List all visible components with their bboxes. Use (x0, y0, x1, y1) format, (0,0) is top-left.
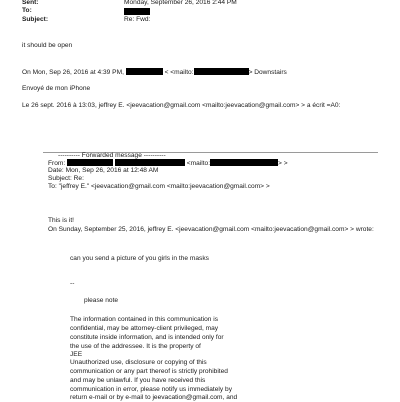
downstairs-text: > Downstairs (248, 69, 287, 76)
please-note: please note (84, 297, 119, 304)
to-label: To: (22, 7, 32, 14)
redaction-block (126, 68, 163, 75)
disclaimer-line: communication or any part thereof is strictly prohibited (70, 368, 228, 375)
fwd-subject: Subject: Re: (48, 175, 84, 182)
fwd-mailto-close: > > (278, 160, 288, 167)
sent-value: Monday, September 26, 2016 2:44 PM (124, 0, 237, 6)
disclaimer-line: constitute inside information, and is intended only for (70, 334, 224, 341)
quote-header-french: Le 26 sept. 2016 à 13:03, jeffrey E. <jeevacation@gmail.com <mailto:jeevacation@gmail.com> > a écrit =A0: (22, 102, 341, 109)
redaction-block (194, 68, 249, 75)
disclaimer-line: confidential, may be attorney-client privileged, may (70, 325, 219, 332)
disclaimer-line: communication in error, please notify us immediately by (70, 386, 232, 393)
fwd-date: Date: Mon, Sep 26, 2016 at 12:48 AM (48, 167, 159, 174)
disclaimer-line: return e-mail or by e-mail to jeevacation@gmail.com, and (70, 394, 238, 401)
fwd-to: To: "jeffrey E." <jeevacation@gmail.com <mailto:jeevacation@gmail.com> > (48, 183, 270, 190)
fwd-from-label: From: (48, 160, 66, 167)
signature-line: Envoyé de mon iPhone (22, 85, 91, 92)
disclaimer-line: The information contained in this communication is (70, 316, 219, 323)
sent-label: Sent: (22, 0, 39, 6)
fwd-mailto-open: <mailto: (186, 160, 211, 167)
quote-header-line (22, 68, 287, 77)
signature-dashes: -- (70, 280, 75, 287)
subject-value: Re: Fwd: (124, 16, 151, 23)
redaction-block (67, 159, 113, 166)
subject-label: Subject: (22, 16, 49, 23)
quote-header-sunday: On Sunday, September 25, 2016, jeffrey E. <jeevacation@gmail.com <mailto:jeevacation@gmail.com> > wrote: (48, 226, 374, 233)
redaction-block (115, 159, 185, 166)
forwarded-banner: ---------- Forwarded message ---------- (58, 152, 166, 159)
quoted-request: can you send a picture of you girls in the masks (70, 255, 209, 262)
quote-header-prefix: On Mon, Sep 26, 2016 at 4:39 PM, (22, 69, 124, 76)
disclaimer-line: JEE (70, 351, 83, 358)
redaction-block (124, 8, 150, 15)
redaction-block (210, 159, 278, 166)
disclaimer-line: and may be unlawful. If you have received this (70, 377, 206, 384)
mailto-open: < <mailto: (164, 69, 194, 76)
disclaimer-line: the use of the addressee. It is the property of (70, 343, 201, 350)
disclaimer-line: Unauthorized use, disclosure or copying of this (70, 359, 207, 366)
body-line: it should be open (22, 42, 73, 49)
body-line: This is it! (48, 217, 75, 224)
